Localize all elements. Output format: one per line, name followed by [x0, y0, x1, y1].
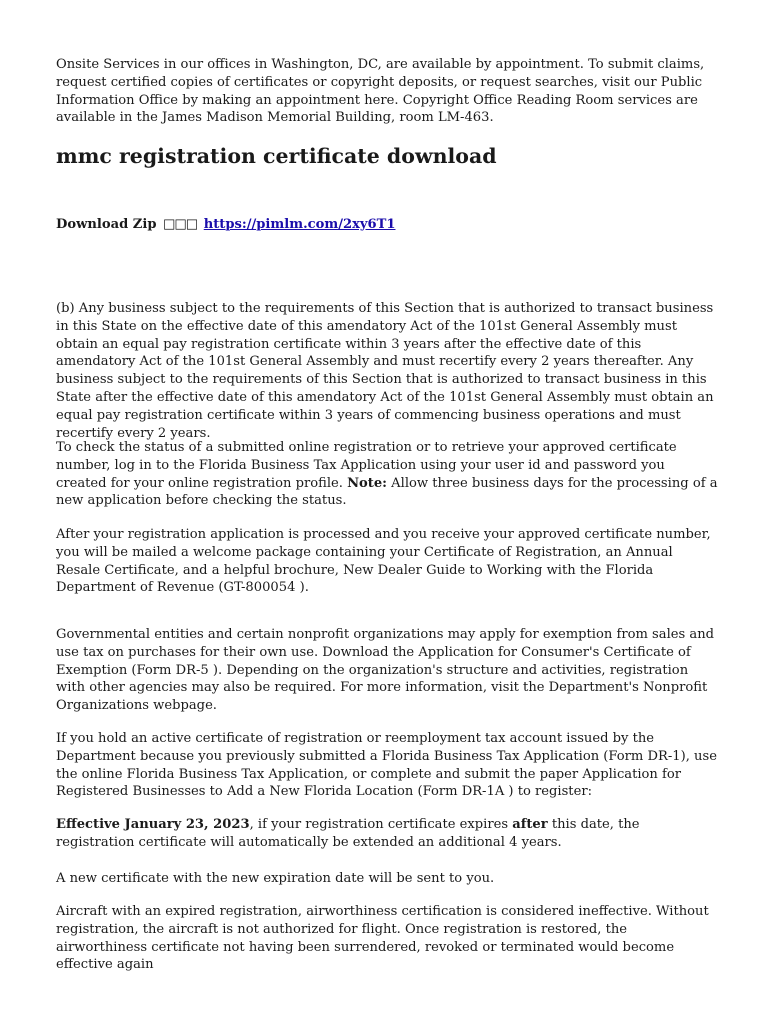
effective-date-end: this date, the registration certificate will automatically be extended an additional 4 years.	[56, 817, 640, 850]
intro-paragraph: Onsite Services in our offices in Washington, DC, are available by appointment. To submit claims, request certified copies of certificates or copyright deposits, or request searches, visit our Public Information Office by making an appointment here. Copyright Office Reading Room services are available in the James Madison Memorial Building, room LM-463.	[56, 57, 705, 126]
paragraph-exemption: Governmental entities and certain nonprofit organizations may apply for exemption from sales and use tax on purchases for their own use. Download the Application for Consumer's Certificate of Exemption (Form DR-5 ). Depending on the organization's structure and activities, registration with other agencies may also be required. For more information, visit the Department's Nonprofit Organizations webpage.	[56, 627, 715, 714]
effective-date-text: , if your registration certificate expires	[249, 817, 513, 832]
download-link[interactable]: https://pimlm.com/2xy6T1	[203, 217, 396, 232]
download-line	[56, 216, 395, 234]
paragraph-new-certificate: A new certificate with the new expiration date will be sent to you.	[56, 871, 495, 886]
paragraph-effective-date	[56, 816, 718, 852]
effective-date-label: Effective January 23, 2023	[56, 817, 250, 832]
paragraph-aircraft: Aircraft with an expired registration, airworthiness certification is considered ineffective. Without registration, the aircraft is not authorized for flight. Once registration is restored, the airworthiness certificate not having been surrendered, revoked or terminated would become effective again	[56, 904, 709, 973]
download-label: Download Zip	[56, 217, 157, 232]
note-label: Note:	[347, 475, 388, 491]
after-emphasis: after	[512, 817, 548, 832]
page-title: mmc registration certificate download	[56, 144, 497, 168]
paragraph-check-status	[56, 439, 718, 510]
placeholder-glyph-icon: □□□	[163, 217, 198, 232]
paragraph-check-status-text: To check the status of a submitted online registration or to retrieve your approved certificate number, log in to the Florida Business Tax Application using your user id and password you created for your online registration profile.	[56, 440, 677, 491]
paragraph-active-certificate: If you hold an active certificate of registration or reemployment tax account issued by the Department because you previously submitted a Florida Business Tax Application (Form DR-1), use the online Florida Business Tax Application, or complete and submit the paper Application for Registered Businesses to Add a New Florida Location (Form DR-1A ) to register:	[56, 731, 717, 800]
note-text: Allow three business days for the processing of a new application before checking the status.	[56, 475, 718, 509]
paragraph-equal-pay: (b) Any business subject to the requirements of this Section that is authorized to transact business in this State on the effective date of this amendatory Act of the 101st General Assembly must obtain an equal pay registration certificate within 3 years after the effective date of this amendatory Act of the 101st General Assembly and must recertify every 2 years thereafter. Any business subject to the requirements of this Section that is authorized to transact business in this State after the effective date of this amendatory Act of the 101st General Assembly must obtain an equal pay registration certificate within 3 years of commencing business operations and must recertify every 2 years.	[56, 301, 714, 441]
paragraph-welcome-package: After your registration application is processed and you receive your approved certificate number, you will be mailed a welcome package containing your Certificate of Registration, an Annual Resale Certificate, and a helpful brochure, New Dealer Guide to Working with the Florida Department of Revenue (GT-800054 ).	[56, 527, 711, 596]
